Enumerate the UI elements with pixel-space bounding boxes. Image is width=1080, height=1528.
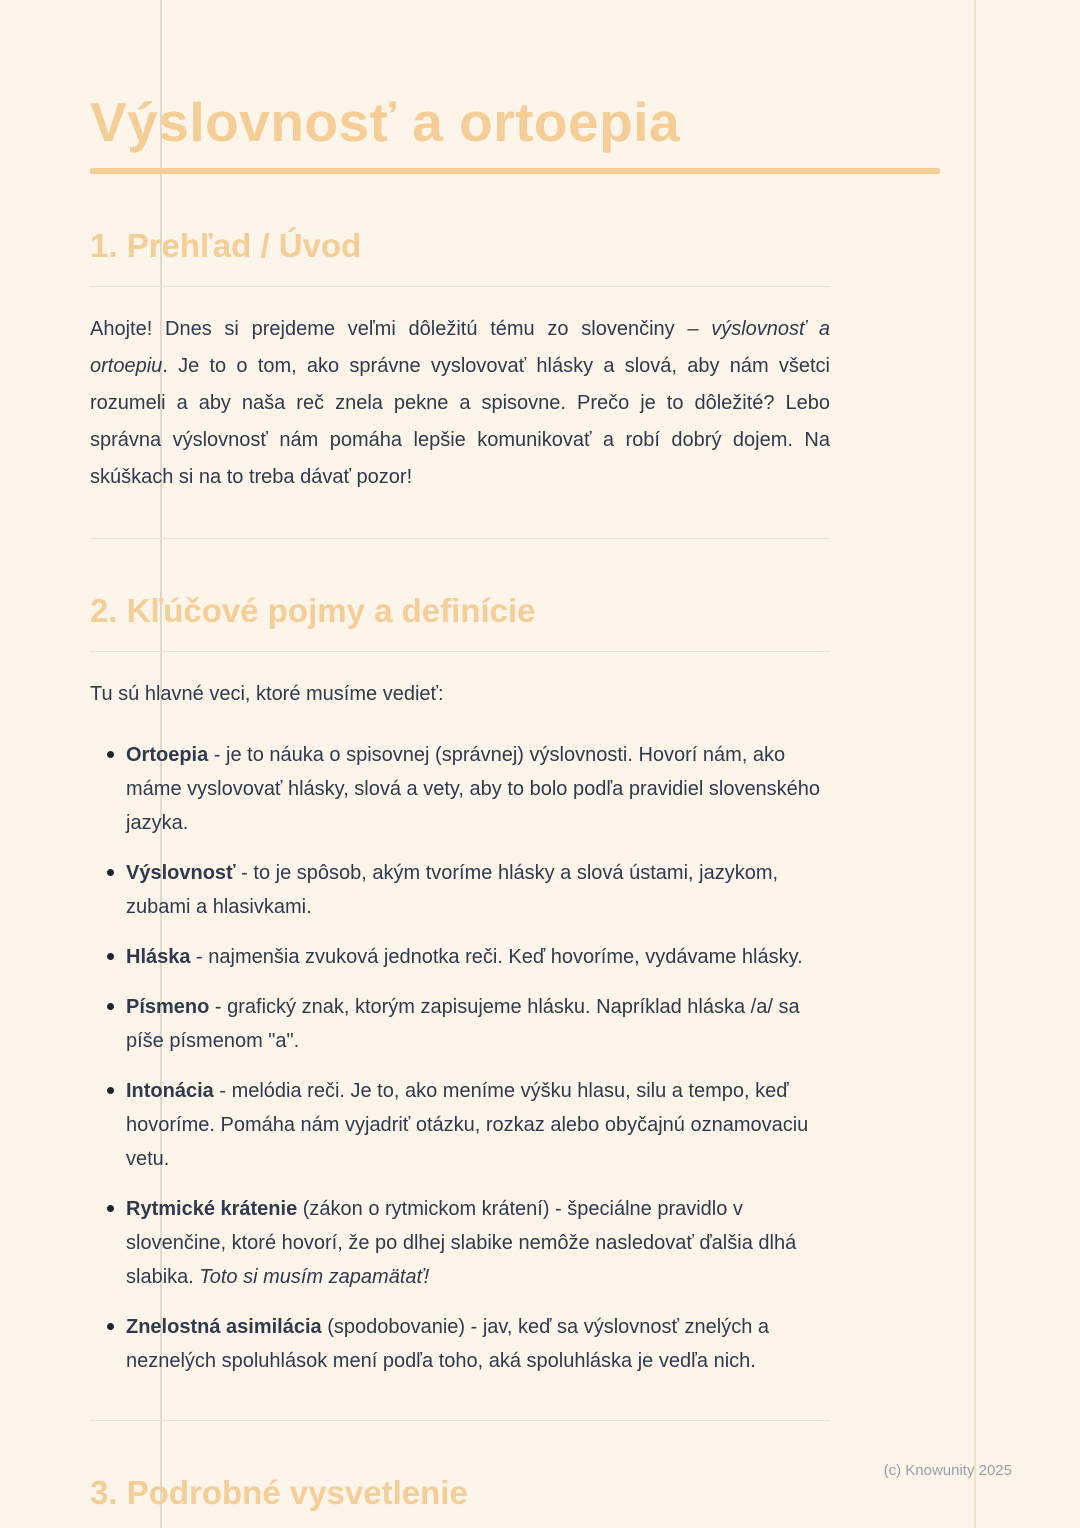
section-divider	[90, 286, 830, 287]
key-terms-intro: Tu sú hlavné veci, ktoré musíme vedieť:	[90, 683, 444, 706]
bullet-dot	[107, 953, 114, 960]
list-item-text: Rytmické krátenie (zákon o rytmickom krátení) - špeciálne pravidlo v slovenčine, ktoré hovorí, že po dlhej slabike nemôže nasledovať ďalšia dlhá slabika. Toto si musím zapamätať!	[126, 1198, 797, 1289]
section-divider	[90, 538, 830, 539]
bullet-dot	[107, 1003, 114, 1010]
content-column	[90, 0, 940, 1528]
overview-paragraph: Ahojte! Dnes si prejdeme veľmi dôležitú tému zo slovenčiny – výslovnosť a ortoepiu. Je to o tom, ako správne vyslovovať hlásky a slová, aby nám všetci rozumeli a aby naša reč znela pekne a spisovne. Prečo je to dôležité? Lebo správna výslovnosť nám pomáha lepšie komunikovať a robí dobrý dojem. Na skúškach si na to treba dávať pozor!	[90, 318, 830, 489]
section-heading-detail: 3. Podrobné vysvetlenie	[90, 1474, 468, 1512]
bullet-dot	[107, 1087, 114, 1094]
bullet-dot	[107, 869, 114, 876]
list-item	[107, 738, 830, 840]
bullet-dot	[107, 1205, 114, 1212]
page-title: Výslovnosť a ortoepia	[90, 91, 681, 153]
title-underline-bar	[90, 168, 940, 174]
list-item-text: Výslovnosť - to je spôsob, akým tvoríme hlásky a slová ústami, jazykom, zubami a hlasivkami.	[126, 862, 779, 919]
key-terms-list	[90, 738, 830, 1378]
list-item-text: Písmeno - grafický znak, ktorým zapisujeme hlásku. Napríklad hláska /a/ sa píše písmenom "a".	[126, 996, 800, 1053]
section-divider	[90, 1420, 830, 1421]
notebook-edge-line	[974, 0, 976, 1528]
list-item	[107, 940, 830, 974]
list-item-text: Znelostná asimilácia (spodobovanie) - jav, keď sa výslovnosť znelých a neznelých spoluhlások mení podľa toho, aká spoluhláska je vedľa nich.	[126, 1316, 770, 1373]
list-item	[107, 856, 830, 924]
list-item	[107, 1074, 830, 1176]
footer-credit: (c) Knowunity 2025	[883, 1462, 1012, 1479]
section-heading-key-terms: 2. Kľúčové pojmy a definície	[90, 592, 536, 630]
list-item	[107, 1192, 830, 1294]
list-item	[107, 1310, 830, 1378]
list-item-text: Intonácia - melódia reči. Je to, ako meníme výšku hlasu, silu a tempo, keď hovoríme. Pomáha nám vyjadriť otázku, rozkaz alebo obyčajnú oznamovaciu vetu.	[126, 1080, 809, 1171]
list-item	[107, 990, 830, 1058]
list-item-text: Ortoepia - je to náuka o spisovnej (správnej) výslovnosti. Hovorí nám, ako máme vyslovovať hlásky, slová a vety, aby to bolo podľa pravidiel slovenského jazyka.	[126, 744, 821, 835]
section-heading-overview: 1. Prehľad / Úvod	[90, 226, 362, 264]
bullet-dot	[107, 1323, 114, 1330]
section-divider	[90, 651, 830, 652]
list-item-text: Hláska - najmenšia zvuková jednotka reči. Keď hovoríme, vydávame hlásky.	[126, 946, 803, 969]
bullet-dot	[107, 751, 114, 758]
